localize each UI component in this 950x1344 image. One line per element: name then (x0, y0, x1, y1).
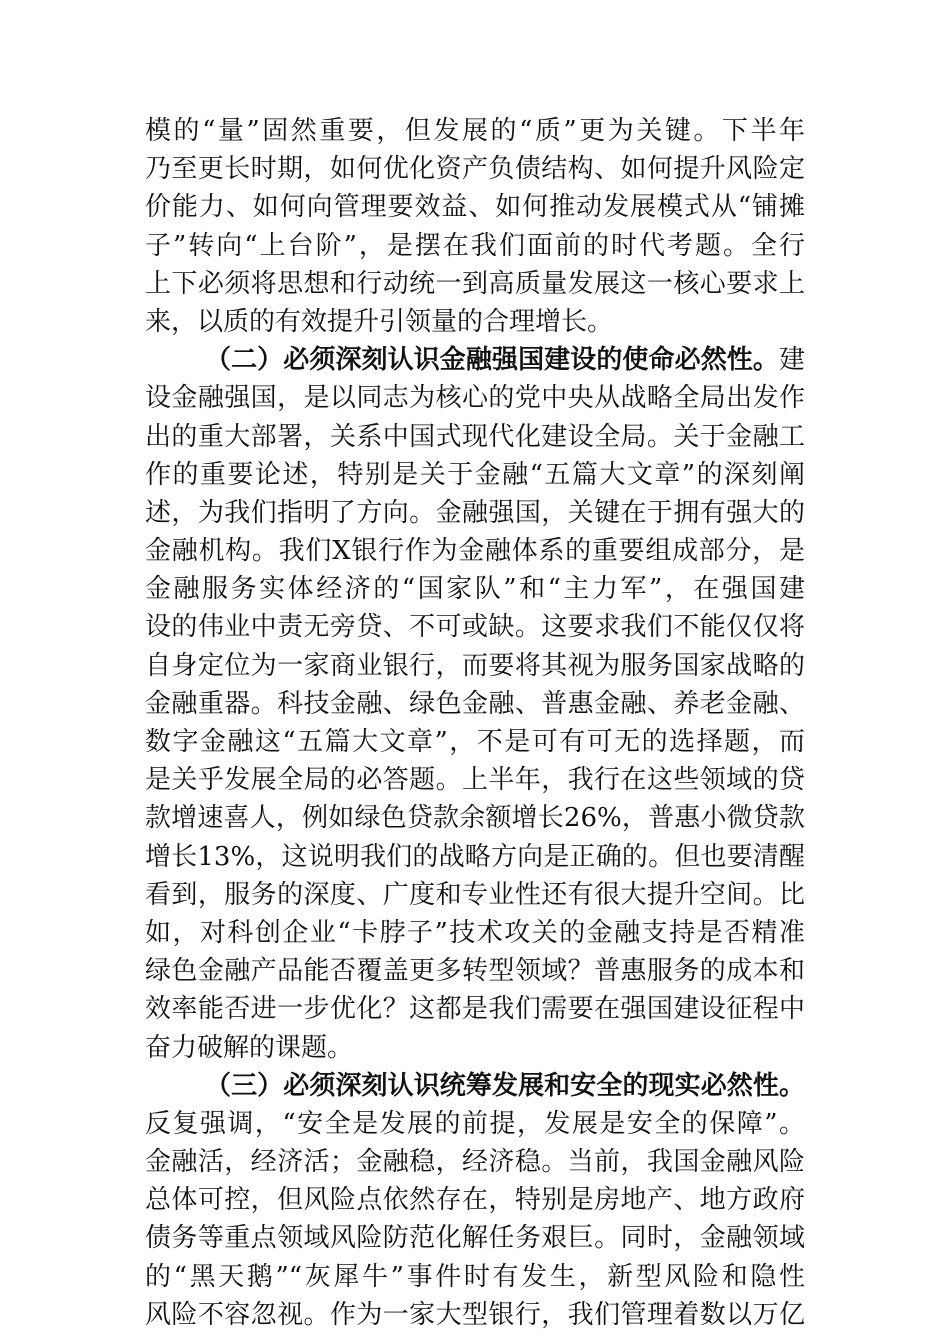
line-text: 自身定位为一家商业银行，而要将其视为服务国家战略的 (145, 650, 805, 681)
text-line (145, 685, 805, 723)
text-line (145, 608, 805, 646)
text-line (145, 112, 805, 150)
text-line (145, 1258, 805, 1296)
line-text: 作的重要论述，特别是关于金融“五篇大文章”的深刻阐 (145, 459, 805, 490)
text-line (145, 303, 805, 341)
text-line (145, 570, 805, 608)
line-text: 乃至更长时期，如何优化资产负债结构、如何提升风险定 (145, 154, 805, 185)
text-line (145, 1029, 805, 1067)
line-text: 绿色金融产品能否覆盖更多转型领域？普惠服务的成本和 (145, 956, 805, 987)
line-text: 上下必须将思想和行动统一到高质量发展这一核心要求上 (145, 268, 805, 299)
text-line (145, 647, 805, 685)
line-text: 建 (778, 345, 805, 376)
text-line (145, 379, 805, 417)
text-line (145, 1067, 805, 1105)
line-text: 金融重器。科技金融、绿色金融、普惠金融、养老金融、 (145, 688, 805, 719)
text-line (145, 1181, 805, 1219)
line-text: 的“黑天鹅”“灰犀牛”事件时有发生，新型风险和隐性 (145, 1261, 805, 1292)
text-line (145, 1296, 805, 1334)
text-line (145, 418, 805, 456)
line-text: 奋力破解的课题。 (145, 1032, 354, 1063)
line-text: 出的重大部署，关系中国式现代化建设全局。关于金融工 (145, 421, 805, 452)
text-line (145, 761, 805, 799)
line-text: 设金融强国，是以同志为核心的党中央从战略全局出发作 (145, 383, 805, 414)
text-line (145, 494, 805, 532)
document-page (145, 112, 805, 1334)
line-text: 是关乎发展全局的必答题。上半年，我行在这些领域的贷 (145, 765, 805, 796)
line-text: 金融服务实体经济的“国家队”和“主力军”，在强国建 (145, 574, 805, 605)
paragraph (145, 112, 805, 341)
line-text: 总体可控，但风险点依然存在，特别是房地产、地方政府 (145, 1185, 805, 1216)
line-text: 设的伟业中责无旁贷、不可或缺。这要求我们不能仅仅将 (145, 612, 805, 643)
text-line (145, 914, 805, 952)
text-line (145, 952, 805, 990)
text-line (145, 341, 805, 379)
text-line (145, 456, 805, 494)
text-line (145, 532, 805, 570)
line-text: 债务等重点领域风险防范化解任务艰巨。同时，金融领域 (145, 1223, 805, 1254)
text-line (145, 1219, 805, 1257)
line-text: 反复强调，“安全是发展的前提，发展是安全的保障”。 (145, 1108, 805, 1139)
text-line (145, 876, 805, 914)
line-text: 风险不容忽视。作为一家大型银行，我们管理着数以万亿 (145, 1299, 805, 1330)
text-line (145, 150, 805, 188)
text-line (145, 265, 805, 303)
line-text: 述，为我们指明了方向。金融强国，关键在于拥有强大的 (145, 497, 805, 528)
paragraph (145, 1067, 805, 1334)
text-line (145, 188, 805, 226)
section-heading: （二）必须深刻认识金融强国建设的使命必然性。 (205, 345, 779, 376)
text-line (145, 838, 805, 876)
line-text: 金融活，经济活；金融稳，经济稳。当前，我国金融风险 (145, 1147, 805, 1178)
text-line (145, 227, 805, 265)
line-text: 如，对科创企业“卡脖子”技术攻关的金融支持是否精准 (145, 917, 805, 948)
section-heading: （三）必须深刻认识统筹发展和安全的现实必然性。 (205, 1070, 805, 1101)
line-text: 款增速喜人，例如绿色贷款余额增长26%，普惠小微贷款 (145, 803, 805, 834)
line-text: 子”转向“上台阶”，是摆在我们面前的时代考题。全行 (145, 230, 805, 261)
line-text: 数字金融这“五篇大文章”，不是可有可无的选择题，而 (145, 727, 805, 757)
line-text: 增长13%，这说明我们的战略方向是正确的。但也要清醒 (145, 841, 805, 872)
text-line (145, 799, 805, 837)
line-text: 来，以质的有效提升引领量的合理增长。 (145, 306, 614, 337)
paragraph (145, 341, 805, 1067)
line-text: 模的“量”固然重要，但发展的“质”更为关键。下半年 (145, 116, 805, 146)
line-text: 金融机构。我们X银行作为金融体系的重要组成部分，是 (145, 536, 805, 567)
text-line (145, 723, 805, 761)
line-text: 价能力、如何向管理要效益、如何推动发展模式从“铺摊 (145, 192, 805, 223)
text-line (145, 1143, 805, 1181)
line-text: 看到，服务的深度、广度和专业性还有很大提升空间。比 (145, 879, 805, 910)
text-line (145, 990, 805, 1028)
line-text: 效率能否进一步优化？这都是我们需要在强国建设征程中 (145, 994, 805, 1025)
text-line (145, 1105, 805, 1143)
